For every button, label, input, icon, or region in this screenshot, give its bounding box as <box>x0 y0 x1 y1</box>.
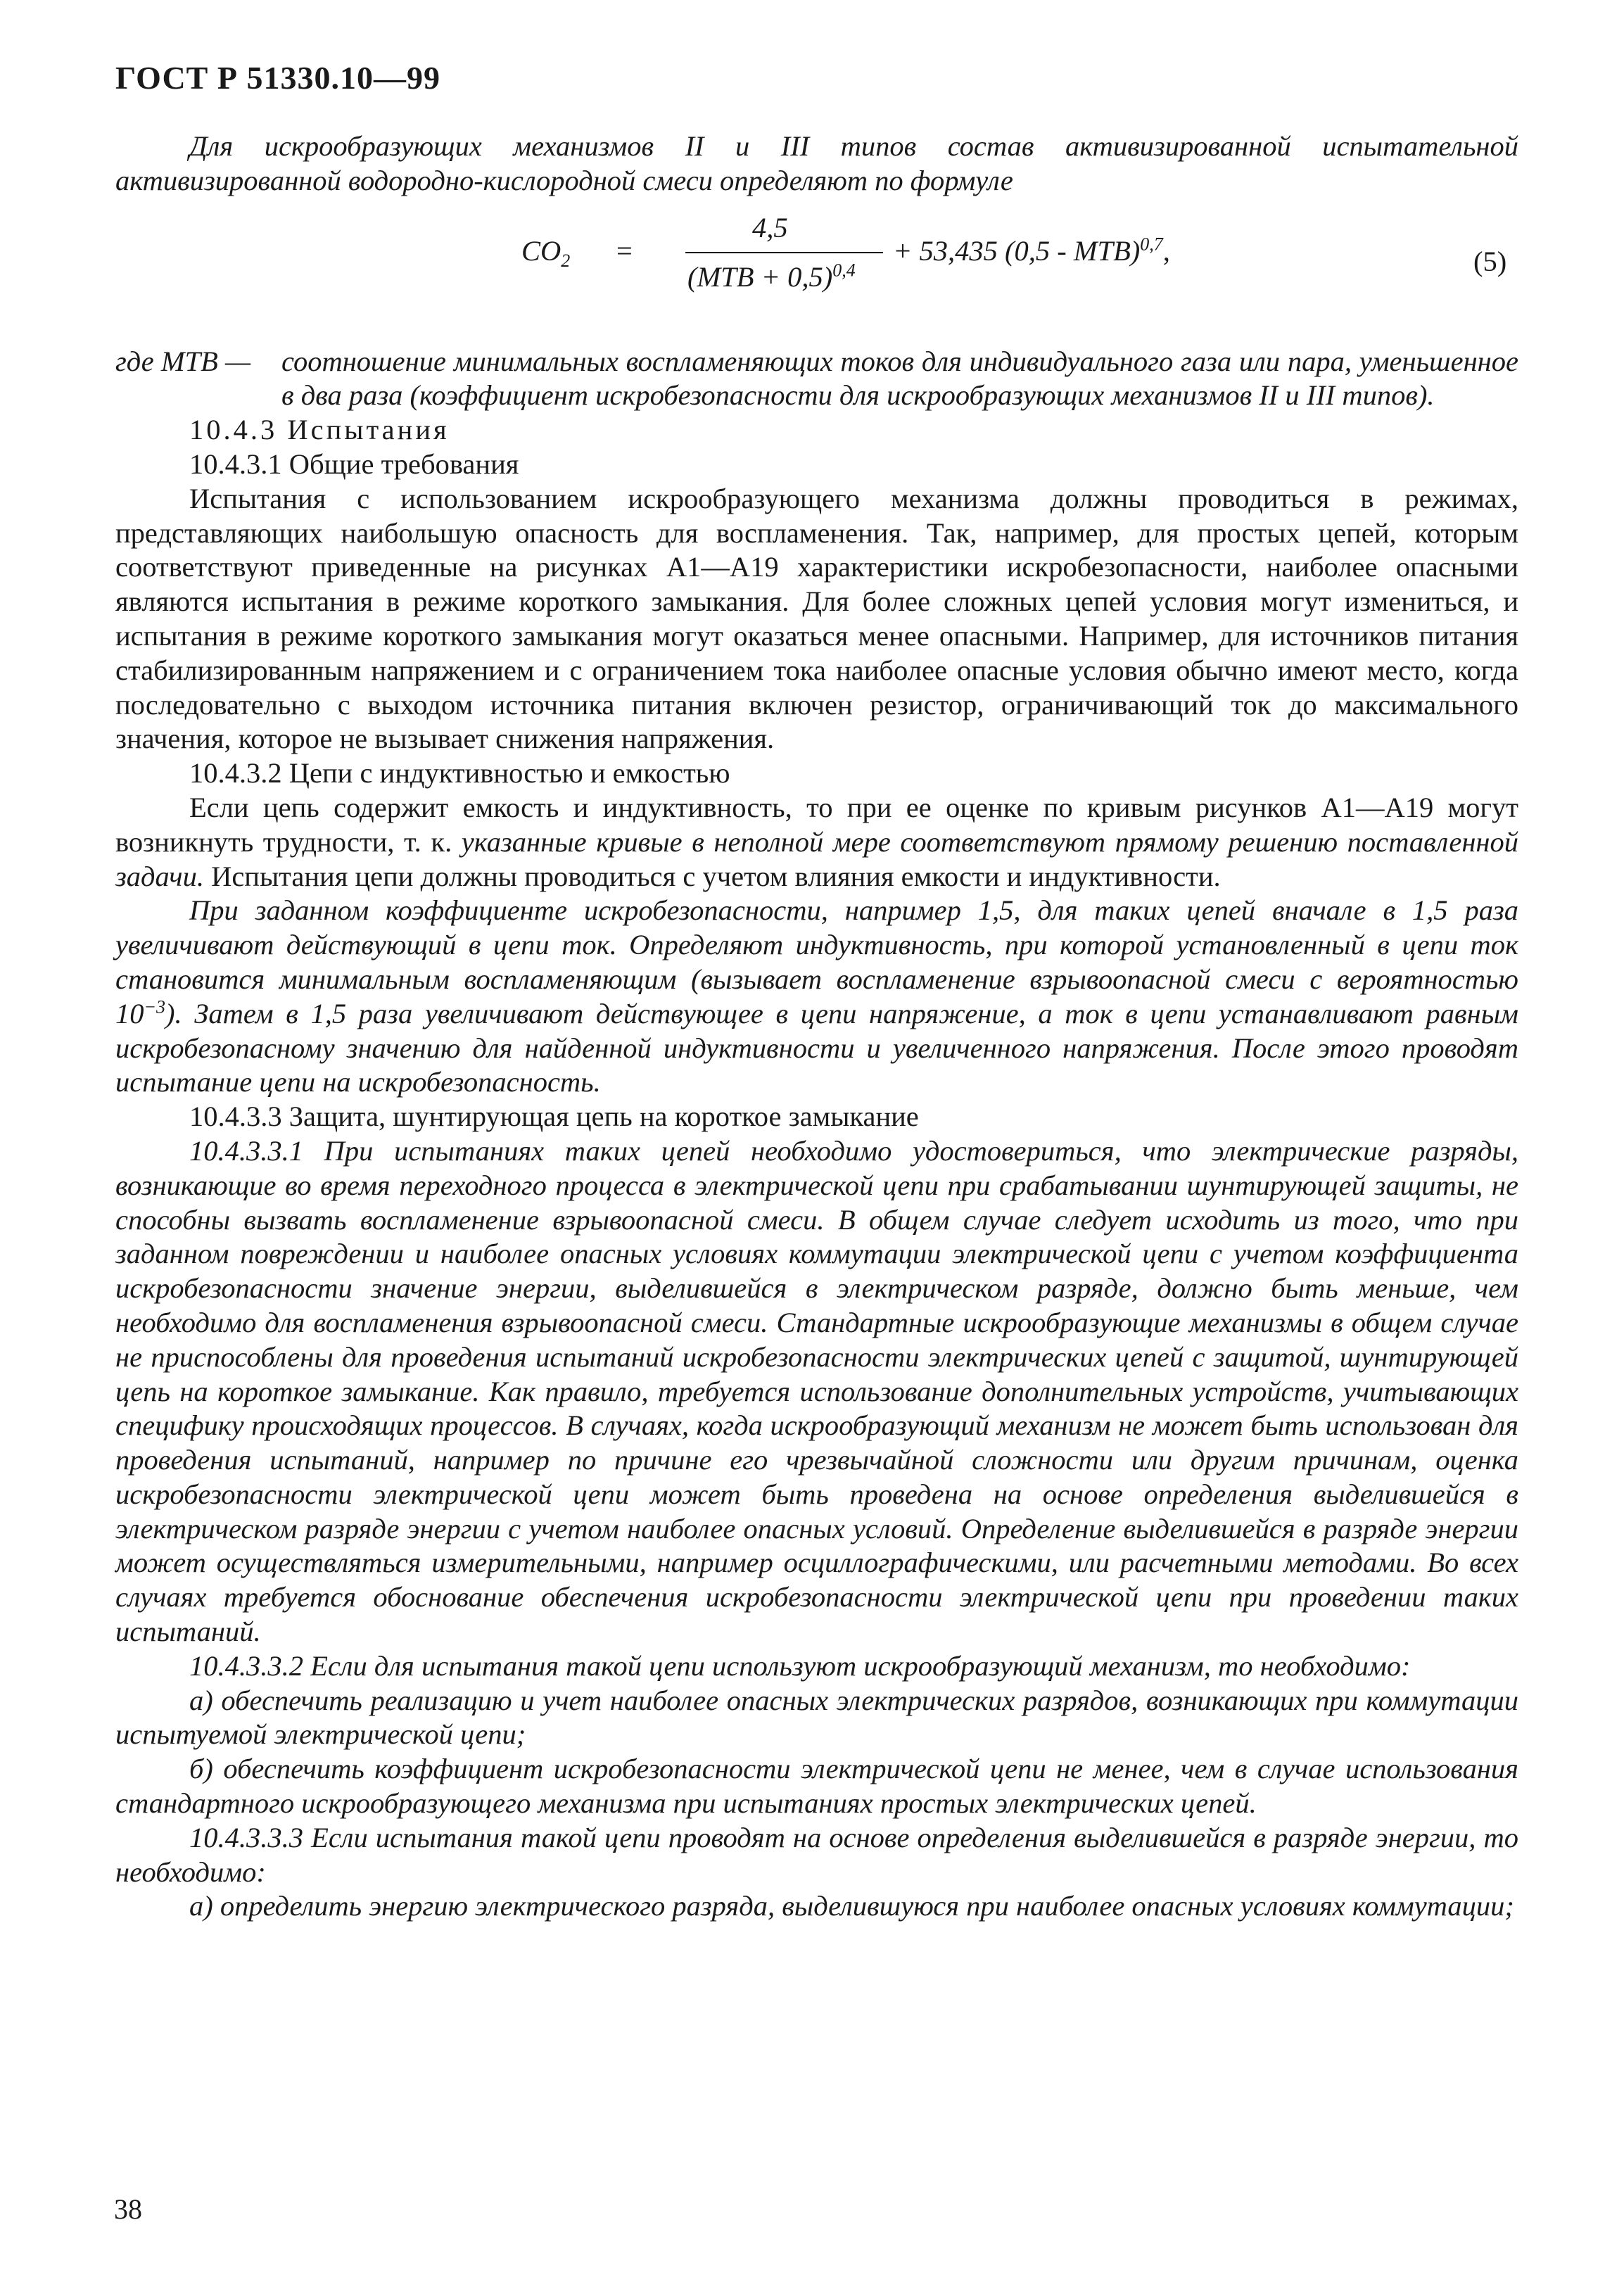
formula-den-exp: 0,4 <box>832 260 856 281</box>
section-10-4-3-3-3-item-a: а) определить энергию электрического разряда, выделившуюся при наиболее опасных условиях коммутации; <box>189 1890 1514 1922</box>
formula-number: (5) <box>1473 245 1507 277</box>
formula-term2-exp: 0,7 <box>1140 234 1163 255</box>
formula-lhs-sub: 2 <box>561 250 571 271</box>
section-10-4-3-3-2-item-b: б) обеспечить коэффициент искробезопасности электрической цепи не менее, чем в случае использования стандартного искрообразующего механизма при испытаниях простых электрических цепей. <box>115 1753 1518 1820</box>
section-10-4-3-1-text: Испытания с использованием искрообразующего механизма должны проводиться в режимах, представляющих наибольшую опасность для воспламенения. Так, например, для простых цепей, которым соответствуют приведенные на рисунках А1—А19 характеристики искробезопасности, наиболее опасными являются испытания в режиме короткого замыкания. Для более сложных цепей условия могут измениться, и испытания в режиме короткого замыкания могут оказаться менее опасными. Например, для источников питания стабилизированным напряжением и с ограничением тока наиболее опасные условия обычно имеют место, когда последовательно с выходом источника питания включен резистор, ограничивающий ток до максимального значения, которое не вызывает снижения напряжения. <box>115 482 1518 755</box>
where-definition: соотношение минимальных воспламеняющих токов для индивидуального газа или пара, уменьшенное в два раза (коэффициент искробезопасности для искрообразующих механизмов II и III типов). <box>281 345 1518 412</box>
intro-paragraph: Для искрообразующих механизмов II и III типов состав активизированной испытательной активизированной водородно-кислородной смеси определяют по формуле <box>115 130 1518 196</box>
where-term: где MTB — <box>115 345 251 377</box>
fraction-bar <box>685 252 883 253</box>
formula-lhs: CO <box>521 234 562 267</box>
formula-equals: = <box>616 234 633 267</box>
section-10-4-3-3-1-text: 10.4.3.3.1 При испытаниях таких цепей необходимо удостовериться, что электрические разряды, возникающие во время переходного процесса в электрической цепи при срабатывании шунтирующей защиты, не способны вызвать воспламенение взрывоопасной смеси. В общем случае следует исходить из того, что при заданном повреждении и наиболее опасных условиях коммутации электрической цепи с учетом коэффициента искробезопасности значение энергии, выделившейся в электрическом разряде, должно быть меньше, чем необходимо для воспламенения взрывоопасной смеси. Стандартные искрообразующие механизмы в общем случае не приспособлены для проведения испытаний искробезопасности электрических цепей с защитой, шунтирующей цепь на короткое замыкание. Как правило, требуется использование дополнительных устройств, учитывающих специфику происходящих процессов. В случаях, когда искрообразующий механизм не может быть использован для проведения испытаний, например по причине его чрезвычайной сложности или другим причинам, оценка искробезопасности электрической цепи может быть проведена на основе определения выделившейся в электрическом разряде энергии с учетом наиболее опасных условий. Определение выделившейся в разряде энергии может осуществляться измерительными, например осциллографическими, или расчетными методами. Во всех случаях требуется обоснование обеспечения искробезопасности электрической цепи при проведении таких испытаний. <box>115 1134 1518 1648</box>
page-number: 38 <box>114 2193 142 2225</box>
section-10-4-3-3-heading: 10.4.3.3 Защита, шунтирующая цепь на короткое замыкание <box>189 1101 919 1133</box>
formula-tail: , <box>1162 234 1170 267</box>
where-clause <box>115 345 1518 414</box>
section-10-4-3-1-heading: 10.4.3.1 Общие требования <box>189 448 519 480</box>
section-10-4-3-3-2-item-a: а) обеспечить реализацию и учет наиболее опасных электрических разрядов, возникающих при коммутации испытуемой электрической цепи; <box>115 1684 1518 1751</box>
formula-denominator: (MTB + 0,5) <box>687 260 833 293</box>
section-10-4-3-3-2-text: 10.4.3.3.2 Если для испытания такой цепи используют искрообразующий механизм, то необходимо: <box>189 1649 1411 1682</box>
section-10-4-3-2-heading: 10.4.3.2 Цепи с индуктивностью и емкостью <box>189 757 730 789</box>
section-10-4-3-2-italic-text: При заданном коэффициенте искробезопасности, например 1,5, для таких цепей вначале в 1,5 раза увеличивают действующий в цепи ток. Определяют индуктивность, при которой установленный в цепи ток становится минимальным воспламеняющим (вызывает воспламенение взрывоопасной смеси с вероятностью $10^{-3}$). Затем в 1,5 раза увеличивают действующее в цепи напряжение, а ток в цепи устанавливают равным искробезопасному значению для найденной индуктивности и увеличенного напряжения. После этого проводят испытание цепи на искробезопасность. <box>115 894 1518 1098</box>
document-body <box>115 129 1518 1924</box>
section-10-4-3-3-3-text: 10.4.3.3.3 Если испытания такой цепи проводят на основе определения выделившейся в разряде энергии, то необходимо: <box>115 1821 1518 1888</box>
formula-numerator: 4,5 <box>752 211 788 243</box>
section-10-4-3-2-text: Если цепь содержит емкость и индуктивность, то при ее оценке по кривым рисунков А1—А19 могут возникнуть трудности, т. к. указанные кривые в неполной мере соответствуют прямому решению поставленной задачи. Испытания цепи должны проводиться с учетом влияния емкости и индуктивности. <box>115 791 1518 892</box>
formula-5 <box>115 211 1518 345</box>
document-header: ГОСТ Р 51330.10—99 <box>115 60 440 96</box>
formula-term2: + 53,435 (0,5 - MTB) <box>893 234 1141 267</box>
section-10-4-3-heading: 10.4.3 Испытания <box>189 414 450 446</box>
